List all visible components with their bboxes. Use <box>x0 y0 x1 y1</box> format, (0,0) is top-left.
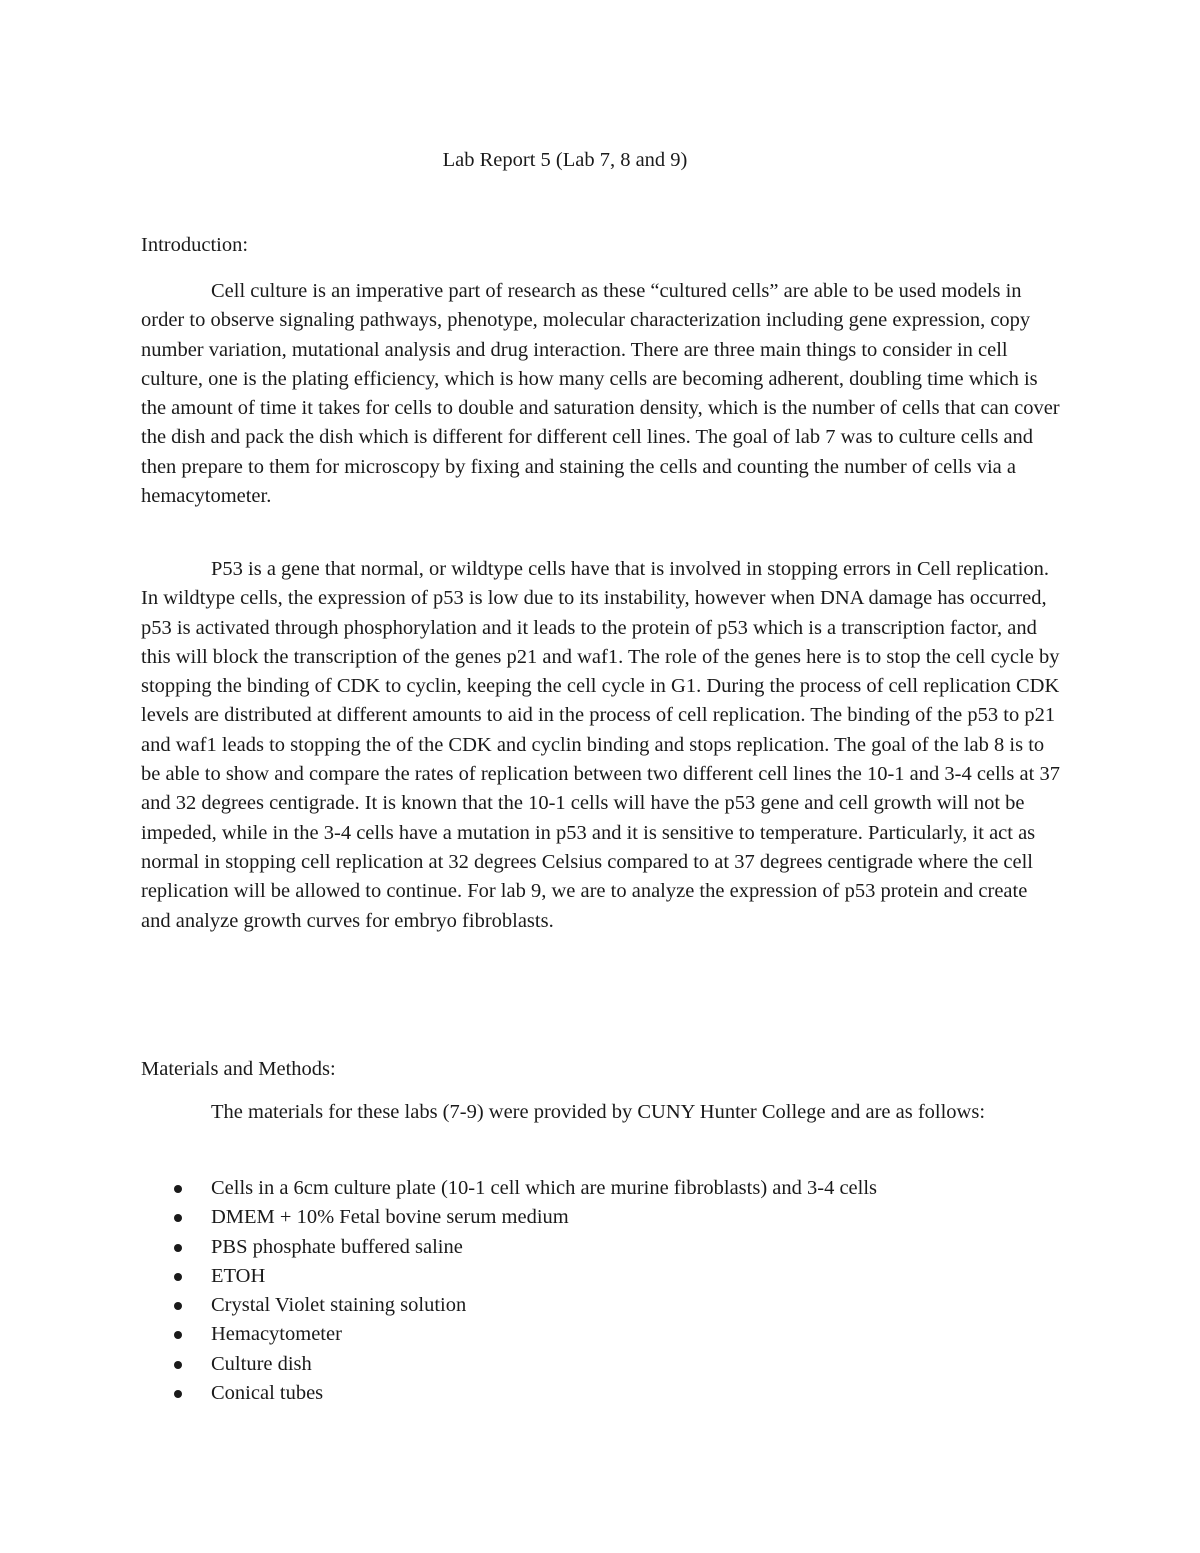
bullet-icon <box>174 1185 182 1193</box>
list-item-text: Culture dish <box>211 1352 312 1375</box>
bullet-icon <box>174 1331 182 1339</box>
bullet-icon <box>174 1302 182 1310</box>
list-item-text: DMEM + 10% Fetal bovine serum medium <box>211 1206 569 1229</box>
introduction-heading: Introduction: <box>141 234 249 256</box>
list-item-text: Crystal Violet staining solution <box>211 1294 467 1317</box>
list-item-text: ETOH <box>211 1264 266 1287</box>
materials-methods-heading: Materials and Methods: <box>141 1058 336 1080</box>
list-item <box>141 1350 877 1379</box>
document-title: Lab Report 5 (Lab 7, 8 and 9) <box>442 149 688 171</box>
list-item <box>141 1233 877 1262</box>
list-item <box>141 1379 877 1408</box>
bullet-icon <box>174 1244 182 1252</box>
materials-intro-paragraph: The materials for these labs (7-9) were provided by CUNY Hunter College and are as follows: <box>211 1101 986 1123</box>
bullet-icon <box>174 1273 182 1281</box>
introduction-paragraph-1: Cell culture is an imperative part of research as these “cultured cells” are able to be used models in order to observe signaling pathways, phenotype, molecular characterization including gene expression, copy number variation, mutational analysis and drug interaction. There are three main things to consider in cell culture, one is the plating efficiency, which is how many cells are becoming adherent, doubling time which is the amount of time it takes for cells to double and saturation density, which is the number of cells that can cover the dish and pack the dish which is different for different cell lines. The goal of lab 7 was to culture cells and then prepare to them for microscopy by fixing and staining the cells and counting the number of cells via a hemacytometer. <box>141 280 1060 508</box>
list-item-text: PBS phosphate buffered saline <box>211 1235 463 1258</box>
list-item-text: Hemacytometer <box>211 1323 342 1346</box>
list-item <box>141 1320 877 1349</box>
bullet-icon <box>174 1361 182 1369</box>
bullet-icon <box>174 1214 182 1222</box>
list-item <box>141 1262 877 1291</box>
materials-list <box>141 1174 877 1408</box>
list-item <box>141 1291 877 1320</box>
list-item <box>141 1174 877 1203</box>
list-item-text: Conical tubes <box>211 1382 324 1405</box>
list-item-text: Cells in a 6cm culture plate (10-1 cell which are murine fibroblasts) and 3-4 cells <box>211 1177 878 1199</box>
introduction-paragraph-2: P53 is a gene that normal, or wildtype cells have that is involved in stopping errors in Cell replication. In wildtype cells, the expression of p53 is low due to its instability, however when DNA damage has occurred, p53 is activated through phosphorylation and it leads to the protein of p53 which is a transcription factor, and this will block the transcription of the genes p21 and waf1. The role of the genes here is to stop the cell cycle by stopping the binding of CDK to cyclin, keeping the cell cycle in G1. During the process of cell replication CDK levels are distributed at different amounts to aid in the process of cell replication. The binding of the p53 to p21 and waf1 leads to stopping the of the CDK and cyclin binding and stops replication. The goal of the lab 8 is to be able to show and compare the rates of replication between two different cell lines the 10-1 and 3-4 cells at 37 and 32 degrees centigrade. It is known that the 10-1 cells will have the p53 gene and cell growth will not be impeded, while in the 3-4 cells have a mutation in p53 and it is sensitive to temperature. Particularly, it act as normal in stopping cell replication at 32 degrees Celsius compared to at 37 degrees centigrade where the cell replication will be allowed to continue. For lab 9, we are to analyze the expression of p53 protein and create and analyze growth curves for embryo fibroblasts. <box>141 558 1060 932</box>
list-item <box>141 1203 877 1232</box>
bullet-icon <box>174 1390 182 1398</box>
